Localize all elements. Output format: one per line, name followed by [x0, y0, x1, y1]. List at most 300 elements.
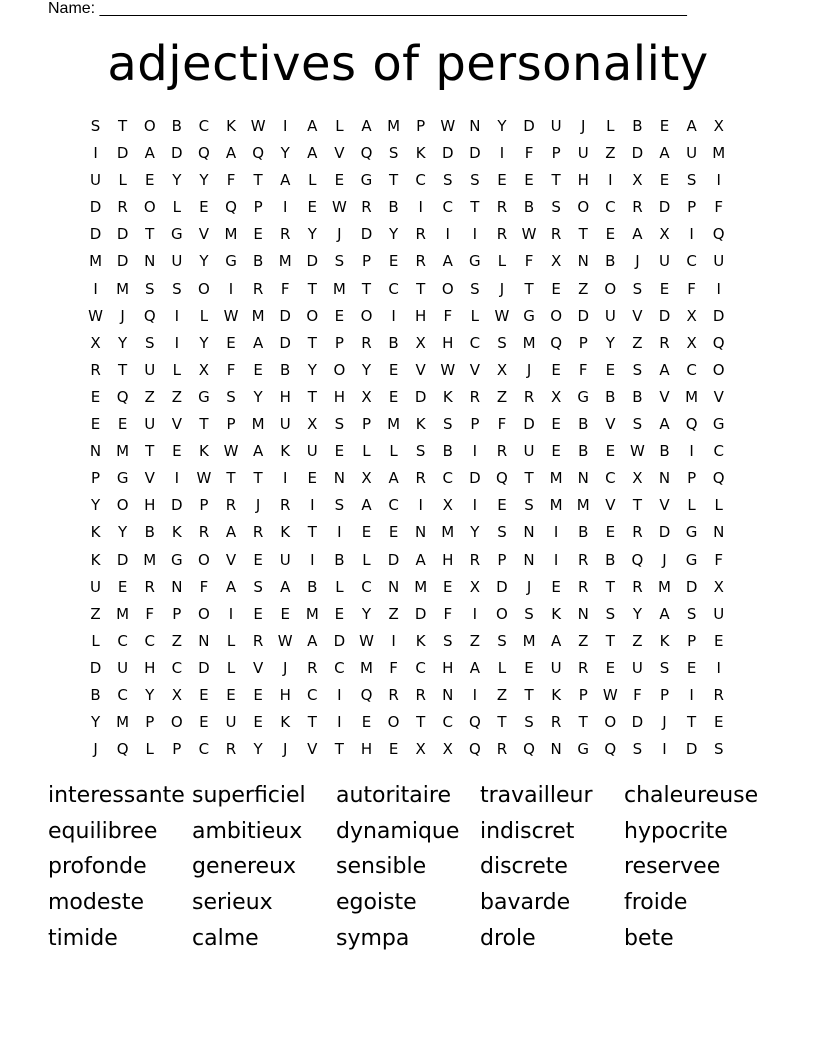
grid-letter: R [361, 198, 372, 217]
grid-letter: I [418, 496, 423, 515]
grid-letter: R [469, 387, 481, 406]
grid-letter: X [307, 415, 318, 434]
grid-letter: F [578, 360, 588, 379]
grid-letter: Y [199, 171, 209, 190]
grid-letter: P [497, 550, 507, 569]
grid-letter: A [659, 604, 670, 623]
grid-letter: D [171, 496, 183, 515]
word-bank-item: equilibree [48, 818, 158, 844]
grid-letter: I [228, 279, 234, 298]
grid-letter: C [307, 685, 318, 704]
grid-letter: S [226, 387, 236, 406]
grid-letter: B [307, 577, 318, 596]
grid-letter: A [225, 577, 237, 596]
grid-letter: R [279, 496, 291, 515]
grid-letter: D [306, 252, 319, 271]
grid-letter: U [279, 415, 291, 434]
grid-letter: A [469, 658, 480, 677]
grid-letter: A [225, 523, 237, 542]
grid-letter: B [523, 198, 535, 217]
grid-letter: W [602, 685, 618, 704]
grid-letter: R [415, 225, 426, 244]
grid-letter: X [469, 577, 480, 596]
grid-letter: E [524, 171, 534, 190]
grid-letter: Y [307, 360, 317, 379]
grid-letter: B [632, 117, 643, 135]
grid-letter: I [174, 306, 180, 325]
grid-letter: C [605, 469, 616, 488]
grid-letter: P [361, 415, 371, 434]
grid-letter: W [494, 306, 510, 325]
grid-letter: U [225, 713, 237, 732]
grid-letter: H [279, 387, 291, 406]
grid-letter: I [337, 685, 342, 704]
grid-letter: T [118, 360, 128, 379]
grid-letter: M [549, 469, 563, 488]
grid-letter: D [469, 144, 481, 163]
grid-letter: Z [171, 387, 182, 406]
grid-letter: E [551, 442, 561, 461]
grid-letter: D [631, 713, 644, 732]
grid-letter: M [116, 442, 130, 461]
grid-letter: E [659, 171, 670, 190]
grid-letter: M [576, 496, 590, 515]
grid-letter: S [334, 252, 345, 271]
grid-letter: V [605, 496, 616, 515]
grid-letter: T [551, 171, 561, 190]
grid-letter: E [172, 442, 182, 461]
grid-letter: W [250, 117, 266, 135]
grid-letter: E [388, 360, 399, 379]
grid-letter: W [440, 360, 456, 379]
grid-letter: E [605, 442, 616, 461]
grid-letter: H [442, 658, 454, 677]
grid-letter: I [282, 117, 288, 135]
grid-letter: G [469, 252, 481, 271]
grid-letter: E [90, 415, 101, 434]
grid-letter: N [144, 252, 156, 271]
grid-letter: M [685, 387, 699, 406]
grid-letter: V [307, 740, 318, 759]
grid-letter: R [307, 658, 318, 677]
grid-letter: I [716, 279, 721, 298]
grid-letter: L [497, 658, 507, 677]
grid-letter: O [170, 713, 183, 732]
grid-letter: I [418, 198, 423, 217]
grid-letter: S [497, 523, 507, 542]
grid-letter: A [252, 442, 264, 461]
grid-letter: Y [199, 333, 209, 352]
grid-letter: R [198, 523, 210, 542]
grid-letter: L [497, 252, 507, 271]
grid-letter: E [226, 685, 236, 704]
grid-letter: I [553, 523, 559, 542]
grid-letter: E [497, 496, 507, 515]
grid-letter: N [713, 523, 725, 542]
grid-letter: E [117, 577, 128, 596]
grid-row [82, 438, 732, 465]
grid-letter: Q [712, 333, 725, 352]
grid-letter: C [361, 577, 372, 596]
grid-letter: F [714, 550, 724, 569]
grid-letter: F [199, 577, 209, 596]
grid-letter: Q [360, 685, 373, 704]
grid-letter: O [712, 360, 725, 379]
grid-letter: M [549, 496, 563, 515]
grid-letter: Y [118, 523, 128, 542]
grid-letter: U [550, 117, 562, 135]
grid-letter: Q [116, 740, 129, 759]
grid-letter: U [90, 577, 102, 596]
grid-letter: Z [144, 387, 155, 406]
grid-letter: N [658, 469, 671, 488]
grid-letter: R [496, 442, 508, 461]
grid-row [82, 248, 732, 275]
grid-letter: S [415, 442, 426, 461]
grid-letter: E [307, 198, 318, 217]
grid-letter: L [199, 306, 209, 325]
grid-letter: W [630, 442, 645, 461]
grid-row [82, 465, 732, 492]
grid-letter: T [416, 279, 426, 298]
grid-letter: N [333, 469, 345, 488]
grid-letter: C [605, 198, 616, 217]
grid-letter: S [713, 740, 724, 759]
grid-letter: Z [171, 631, 182, 650]
grid-letter: D [441, 144, 454, 163]
grid-letter: J [255, 496, 261, 515]
grid-letter: I [391, 631, 396, 650]
grid-letter: J [93, 740, 98, 759]
grid-letter: G [712, 415, 725, 434]
grid-letter: I [716, 171, 721, 190]
grid-letter: K [280, 442, 291, 461]
grid-letter: S [632, 279, 643, 298]
grid-letter: N [577, 252, 589, 271]
grid-letter: P [253, 198, 263, 217]
grid-letter: L [172, 360, 181, 379]
grid-letter: N [469, 117, 481, 135]
grid-letter: A [252, 333, 264, 352]
grid-letter: K [551, 685, 562, 704]
grid-letter: H [333, 387, 346, 406]
grid-letter: B [442, 442, 453, 461]
word-bank-item: superficiel [192, 783, 306, 808]
grid-letter: R [415, 685, 426, 704]
grid-letter: I [174, 333, 180, 352]
grid-letter: M [278, 252, 292, 271]
grid-letter: T [578, 713, 588, 732]
grid-letter: A [388, 469, 399, 488]
grid-letter: C [442, 469, 453, 488]
grid-letter: P [199, 496, 209, 515]
grid-letter: R [225, 496, 237, 515]
grid-letter: E [334, 604, 345, 623]
grid-letter: J [499, 279, 505, 298]
grid-letter: L [226, 631, 236, 650]
grid-letter: L [687, 496, 696, 515]
grid-letter: Q [604, 740, 617, 759]
grid-letter: H [144, 658, 156, 677]
grid-letter: E [253, 604, 263, 623]
grid-letter: X [361, 469, 372, 488]
grid-letter: K [415, 631, 426, 650]
grid-letter: S [334, 415, 345, 434]
grid-letter: E [253, 685, 263, 704]
grid-letter: S [686, 171, 697, 190]
grid-letter: S [551, 198, 561, 217]
grid-letter: L [226, 658, 236, 677]
grid-letter: Y [253, 387, 263, 406]
grid-letter: E [199, 713, 209, 732]
grid-letter: V [334, 144, 345, 163]
grid-letter: U [144, 360, 156, 379]
grid-row [82, 709, 732, 736]
grid-letter: E [199, 198, 209, 217]
grid-letter: H [144, 496, 156, 515]
grid-letter: Y [470, 523, 480, 542]
grid-letter: E [253, 550, 263, 569]
grid-letter: S [388, 144, 399, 163]
grid-letter: F [714, 198, 724, 217]
grid-letter: C [334, 658, 345, 677]
grid-letter: Y [361, 360, 372, 379]
grid-letter: D [279, 306, 291, 325]
grid-letter: X [551, 252, 562, 271]
grid-letter: W [223, 442, 239, 461]
grid-row [82, 601, 732, 628]
grid-letter: T [226, 469, 236, 488]
grid-letter: E [713, 713, 724, 732]
grid-letter: D [333, 631, 346, 650]
grid-row [82, 655, 732, 682]
grid-letter: D [116, 550, 129, 569]
grid-row [82, 330, 732, 357]
grid-letter: I [282, 469, 288, 488]
grid-letter: B [90, 685, 101, 704]
grid-letter: P [145, 713, 155, 732]
grid-letter: C [388, 496, 399, 515]
grid-letter: K [280, 523, 291, 542]
grid-letter: F [280, 279, 290, 298]
grid-letter: E [497, 171, 507, 190]
grid-letter: C [388, 279, 399, 298]
grid-letter: T [361, 279, 372, 298]
grid-letter: G [523, 306, 535, 325]
grid-letter: O [198, 550, 210, 569]
grid-letter: B [171, 117, 182, 135]
grid-letter: A [659, 144, 670, 163]
grid-letter: P [334, 333, 344, 352]
grid-letter: X [659, 225, 670, 244]
grid-letter: V [225, 550, 237, 569]
grid-letter: I [472, 496, 478, 515]
grid-letter: T [578, 225, 588, 244]
grid-letter: W [359, 631, 374, 650]
grid-row [82, 384, 732, 411]
grid-letter: K [442, 387, 453, 406]
word-bank-item: bete [624, 925, 674, 951]
grid-letter: I [337, 523, 342, 542]
grid-letter: T [605, 631, 615, 650]
grid-letter: T [307, 387, 317, 406]
grid-row [82, 140, 732, 167]
grid-letter: N [577, 469, 589, 488]
grid-letter: U [144, 415, 156, 434]
grid-letter: L [714, 496, 723, 515]
grid-letter: B [605, 550, 616, 569]
grid-letter: Y [497, 117, 507, 135]
grid-letter: S [524, 713, 534, 732]
grid-row [82, 113, 732, 140]
grid-letter: F [226, 360, 236, 379]
grid-letter: F [389, 658, 398, 677]
word-bank-item: interessante [48, 783, 185, 808]
grid-letter: Q [685, 415, 698, 434]
grid-letter: E [686, 658, 697, 677]
grid-letter: R [550, 713, 562, 732]
grid-letter: E [199, 685, 209, 704]
grid-letter: O [198, 604, 210, 623]
grid-letter: U [604, 306, 616, 325]
grid-letter: N [577, 604, 589, 623]
grid-letter: S [144, 279, 155, 298]
grid-letter: O [306, 306, 319, 325]
grid-letter: D [116, 144, 129, 163]
grid-letter: Q [225, 198, 237, 217]
grid-letter: Z [496, 685, 508, 704]
grid-letter: D [198, 658, 210, 677]
grid-letter: U [279, 550, 291, 569]
grid-letter: C [469, 333, 481, 352]
grid-letter: R [90, 360, 101, 379]
grid-letter: D [89, 658, 102, 677]
word-bank-item: sympa [336, 925, 410, 951]
grid-letter: O [550, 306, 563, 325]
grid-letter: I [228, 604, 234, 623]
word-bank-item: chaleureuse [624, 783, 759, 808]
word-bank-item: serieux [192, 890, 273, 916]
grid-letter: R [578, 550, 589, 569]
grid-letter: N [89, 442, 102, 461]
grid-letter: L [606, 117, 615, 135]
grid-letter: T [307, 333, 317, 352]
grid-letter: Q [712, 469, 725, 488]
grid-letter: R [252, 523, 264, 542]
grid-letter: E [90, 387, 101, 406]
grid-letter: Z [388, 604, 399, 623]
grid-letter: R [252, 279, 264, 298]
grid-letter: M [251, 415, 265, 434]
grid-letter: B [252, 252, 264, 271]
grid-letter: V [252, 658, 264, 677]
grid-letter: U [171, 252, 183, 271]
grid-letter: W [277, 631, 293, 650]
grid-letter: J [337, 225, 342, 244]
grid-letter: I [499, 144, 505, 163]
grid-row [82, 519, 732, 546]
grid-letter: E [253, 360, 263, 379]
grid-letter: T [497, 713, 507, 732]
grid-letter: Y [605, 333, 615, 352]
grid-letter: M [414, 577, 428, 596]
grid-letter: I [310, 496, 315, 515]
grid-letter: X [90, 333, 101, 352]
grid-letter: P [416, 117, 426, 135]
grid-letter: X [551, 387, 562, 406]
grid-letter: C [713, 442, 724, 461]
grid-letter: K [280, 713, 291, 732]
grid-letter: D [631, 144, 644, 163]
grid-row [82, 167, 732, 194]
grid-letter: R [632, 523, 643, 542]
grid-letter: P [172, 740, 182, 759]
grid-letter: I [716, 658, 721, 677]
word-bank-item: profonde [48, 854, 147, 880]
grid-row [82, 194, 732, 221]
grid-letter: Z [496, 387, 508, 406]
grid-letter: B [659, 442, 670, 461]
grid-letter: U [117, 658, 129, 677]
grid-letter: M [387, 415, 401, 434]
grid-letter: A [632, 225, 643, 244]
grid-letter: A [659, 415, 670, 434]
grid-letter: T [416, 713, 426, 732]
grid-letter: E [551, 415, 561, 434]
grid-letter: L [470, 306, 480, 325]
grid-letter: M [116, 279, 130, 298]
grid-letter: E [226, 333, 236, 352]
word-bank [48, 778, 768, 956]
grid-letter: S [632, 360, 643, 379]
grid-letter: G [360, 171, 373, 190]
word-bank-item: hypocrite [624, 818, 728, 844]
grid-letter: I [472, 604, 478, 623]
grid-letter: X [442, 740, 453, 759]
grid-letter: I [689, 225, 694, 244]
grid-letter: Y [90, 496, 101, 515]
grid-letter: A [442, 252, 453, 271]
grid-letter: P [659, 685, 670, 704]
grid-letter: L [145, 740, 154, 759]
grid-letter: Y [90, 713, 101, 732]
grid-letter: R [496, 198, 508, 217]
grid-letter: Y [632, 604, 642, 623]
word-bank-item: modeste [48, 890, 145, 916]
grid-letter: C [198, 117, 210, 135]
grid-letter: D [658, 306, 671, 325]
grid-letter: E [551, 360, 561, 379]
grid-letter: S [632, 740, 643, 759]
grid-letter: V [659, 496, 670, 515]
grid-letter: R [496, 740, 508, 759]
grid-letter: N [171, 577, 183, 596]
grid-letter: N [198, 631, 210, 650]
grid-letter: A [551, 631, 562, 650]
grid-letter: Y [253, 740, 263, 759]
grid-letter: W [521, 225, 537, 244]
grid-letter: M [116, 604, 130, 623]
grid-letter: T [145, 225, 155, 244]
grid-letter: M [116, 713, 130, 732]
grid-letter: T [632, 496, 642, 515]
grid-letter: R [632, 198, 643, 217]
grid-letter: H [415, 306, 427, 325]
grid-letter: Z [605, 144, 616, 163]
grid-row [82, 574, 732, 601]
grid-letter: Y [388, 225, 399, 244]
grid-letter: I [472, 225, 478, 244]
